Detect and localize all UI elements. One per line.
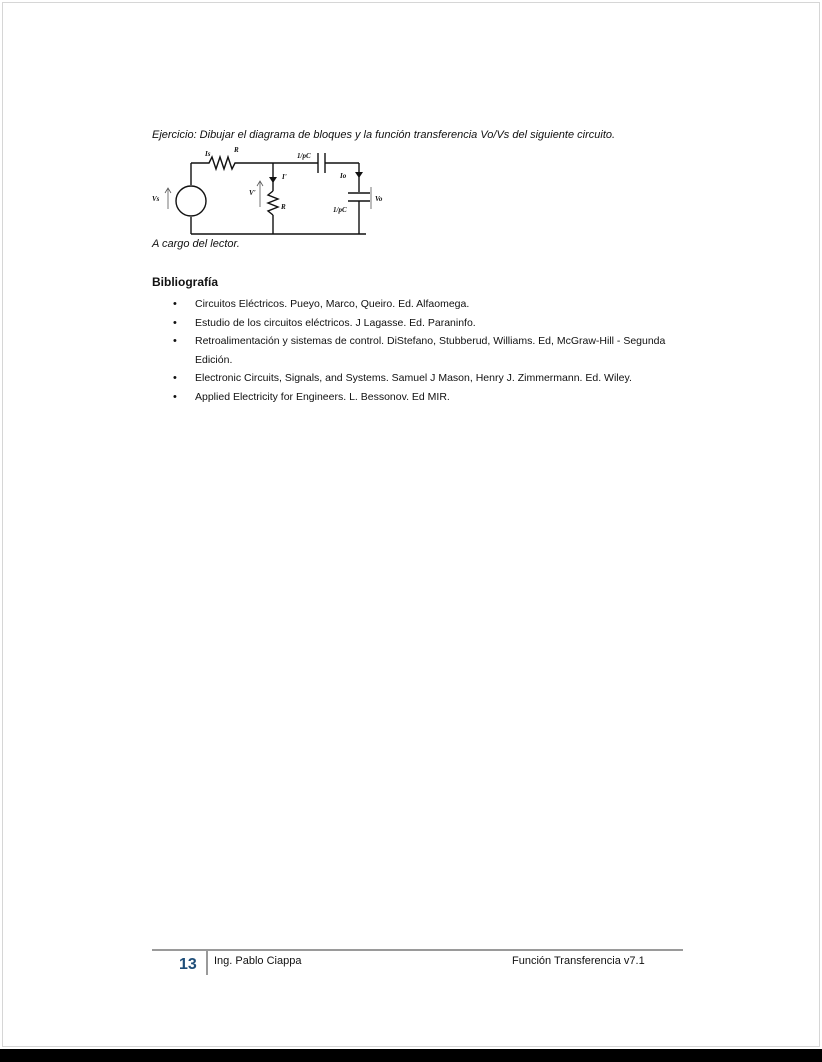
document-page <box>2 2 820 1047</box>
list-item: • Circuitos Eléctricos. Pueyo, Marco, Queiro. Ed. Alfaomega. <box>173 295 693 314</box>
exercise-statement: Ejercicio: Dibujar el diagrama de bloques y la función transferencia Vo/Vs del siguiente circuito. <box>152 129 616 141</box>
viewer-bottom-bar <box>0 1049 822 1062</box>
list-item: • Applied Electricity for Engineers. L. Bessonov. Ed MIR. <box>173 388 693 407</box>
label-v-prime: V' <box>249 189 256 197</box>
bibliography-heading: Bibliografía <box>152 275 219 289</box>
footer-rule <box>152 949 683 951</box>
list-item: • Retroalimentación y sistemas de control. DiStefano, Stubberud, Williams. Ed, McGraw-Hill - Segunda Edición. <box>173 332 693 369</box>
label-c-series: 1/pC <box>297 152 311 160</box>
label-is: Is <box>205 150 211 158</box>
label-io: Io <box>340 172 347 180</box>
label-c-shunt: 1/pC <box>333 206 347 214</box>
label-vo: Vo <box>375 195 383 203</box>
circuit-diagram <box>149 145 383 239</box>
list-item: • Electronic Circuits, Signals, and Systems. Samuel J Mason, Henry J. Zimmermann. Ed. Wiley. <box>173 369 693 388</box>
page-number: 13 <box>179 956 197 973</box>
label-r-shunt: R <box>281 203 286 211</box>
footer-author: Ing. Pablo Ciappa <box>214 955 302 967</box>
label-i-prime: I' <box>282 173 287 181</box>
footer-doc-title: Función Transferencia v7.1 <box>512 955 645 967</box>
bibliography-list <box>173 295 693 407</box>
list-item: • Estudio de los circuitos eléctricos. J Lagasse. Ed. Paraninfo. <box>173 314 693 333</box>
exercise-caption: A cargo del lector. <box>152 238 240 250</box>
label-vs: Vs <box>152 195 160 203</box>
footer-divider <box>206 951 208 975</box>
label-r-series: R <box>234 146 239 154</box>
